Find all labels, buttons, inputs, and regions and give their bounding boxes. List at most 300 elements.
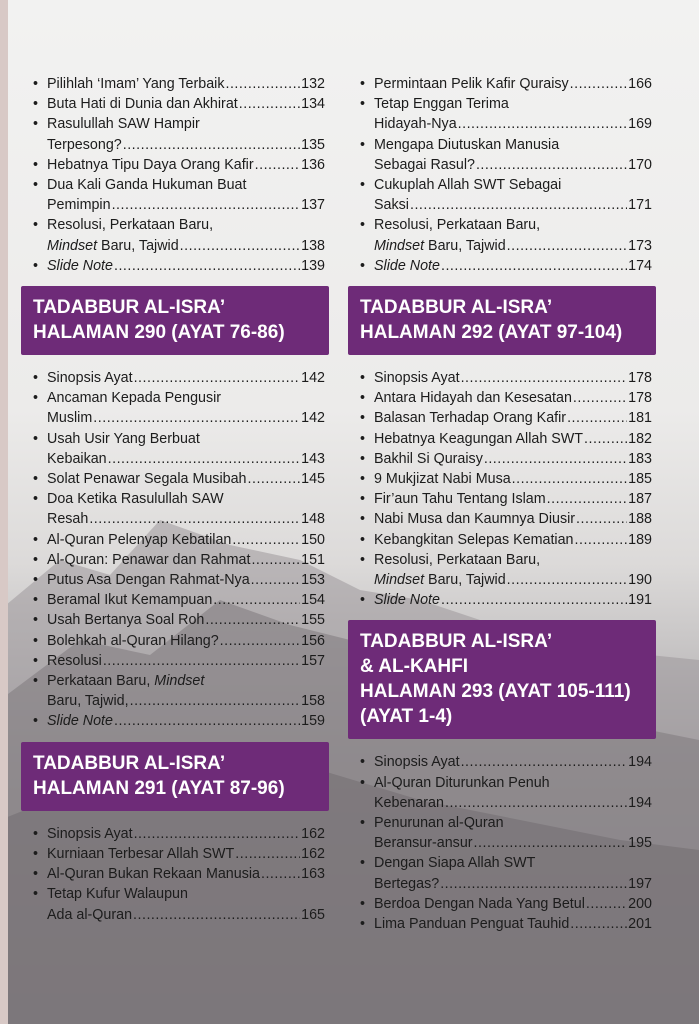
toc-entry-title xyxy=(47,449,107,469)
toc-entry xyxy=(25,824,325,844)
toc-entry-line xyxy=(47,449,325,469)
toc-entry-page: 142 xyxy=(301,370,325,387)
toc-entry-line xyxy=(374,449,652,469)
toc-entry-title-text: Hidayah-Nya xyxy=(374,116,457,133)
toc-entry-title-text: Balasan Terhadap Orang Kafir xyxy=(374,410,567,427)
toc-entry-line xyxy=(47,256,325,276)
toc-entry xyxy=(352,408,652,428)
chapter-banner-line: HALAMAN 293 (AYAT 105-111) xyxy=(360,681,631,703)
toc-entry-page: 143 xyxy=(301,450,325,467)
toc-entry-line xyxy=(47,408,325,428)
toc-entry-line xyxy=(374,752,652,772)
toc-entry-title-line1 xyxy=(374,175,652,195)
toc-entry xyxy=(25,590,325,610)
toc-entry-line xyxy=(374,368,652,388)
dot-leader xyxy=(133,905,300,925)
toc-entry-title-text: Resah xyxy=(47,511,89,528)
dot-leader xyxy=(220,631,300,651)
toc-entry xyxy=(25,489,325,529)
toc-entry xyxy=(25,155,325,175)
toc-entry xyxy=(25,884,325,924)
toc-entry-title-part: Dua Kali Ganda Hukuman Buat xyxy=(47,177,247,194)
toc-entry xyxy=(352,94,652,134)
toc-entry-page: 136 xyxy=(301,156,325,173)
toc-entry-line xyxy=(47,905,325,925)
toc-entry-title xyxy=(374,489,546,509)
chapter-banner xyxy=(21,742,329,811)
toc-entry-line xyxy=(374,590,652,610)
toc-entry-title xyxy=(374,429,583,449)
toc-entry-line xyxy=(47,94,325,114)
toc-entry-title xyxy=(374,894,585,914)
toc-entry-title xyxy=(374,236,506,256)
toc-entry xyxy=(25,651,325,671)
toc-entry-line xyxy=(47,550,325,570)
dot-leader xyxy=(114,711,300,731)
toc-entry-title-text: Kebaikan xyxy=(47,450,107,467)
toc-entry-line xyxy=(47,368,325,388)
toc-entry-title xyxy=(374,570,506,590)
toc-entry-title-text: Terpesong? xyxy=(47,136,122,153)
toc-entry-title-part: Tetap Kufur Walaupun xyxy=(47,886,188,903)
toc-entry-line xyxy=(374,388,652,408)
toc-entry xyxy=(25,74,325,94)
toc-entry-page: 181 xyxy=(628,410,652,427)
dot-leader xyxy=(108,449,301,469)
toc-entry-title-text: Nabi Musa dan Kaumnya Diusir xyxy=(374,511,576,528)
toc-entry-title xyxy=(374,195,409,215)
toc-entry-title-part: Cukuplah Allah SWT Sebagai xyxy=(374,177,562,194)
toc-entry-page: 151 xyxy=(301,551,325,568)
toc-entry xyxy=(25,388,325,428)
toc-entry-title xyxy=(47,590,212,610)
toc-entry xyxy=(25,429,325,469)
dot-leader xyxy=(213,590,300,610)
dot-leader xyxy=(89,509,300,529)
toc-entry xyxy=(25,114,325,154)
dot-leader xyxy=(576,509,627,529)
dot-leader xyxy=(205,610,300,630)
toc-entry-page: 137 xyxy=(301,197,325,214)
toc-entry-title-part: Al-Quran Diturunkan Penuh xyxy=(374,774,550,791)
toc-entry-line xyxy=(374,914,652,934)
toc-entry-title xyxy=(374,509,575,529)
toc-entry-title-line1 xyxy=(47,489,325,509)
toc-entry-page: 174 xyxy=(628,257,652,274)
toc-entry-page: 165 xyxy=(301,906,325,923)
toc-entry-title-text: Resolusi xyxy=(47,652,102,669)
toc-entry-page: 139 xyxy=(301,257,325,274)
toc-entry-title xyxy=(47,135,122,155)
toc-entry-title xyxy=(374,874,439,894)
toc-list-left-3 xyxy=(25,824,325,925)
chapter-banner xyxy=(348,286,656,355)
toc-entry-page: 169 xyxy=(628,116,652,133)
toc-entry-line xyxy=(47,824,325,844)
toc-entry-line xyxy=(374,236,652,256)
dot-leader xyxy=(586,894,627,914)
dot-leader xyxy=(410,195,627,215)
toc-entry-line xyxy=(47,610,325,630)
chapter-banner-line: TADABBUR AL-ISRA’ xyxy=(33,752,226,774)
toc-entry-title-part: Dengan Siapa Allah SWT xyxy=(374,855,536,872)
toc-entry-page: 148 xyxy=(301,511,325,528)
chapter-banner-line: HALAMAN 292 (AYAT 97-104) xyxy=(360,322,623,344)
dot-leader xyxy=(570,74,627,94)
toc-entry-title-italic: Mindset xyxy=(47,237,98,254)
toc-entry-title-text: Kebenaran xyxy=(374,794,444,811)
toc-entry-page: 132 xyxy=(301,76,325,92)
toc-entry-title-text: Sinopsis Ayat xyxy=(374,370,460,387)
toc-entry-title xyxy=(47,711,113,731)
dot-leader xyxy=(474,833,628,853)
toc-list-right-3 xyxy=(352,752,652,934)
toc-entry-page: 163 xyxy=(301,866,325,883)
toc-entry-title xyxy=(47,844,234,864)
toc-entry-title-text: Sinopsis Ayat xyxy=(47,370,133,387)
toc-entry xyxy=(25,215,325,255)
toc-entry xyxy=(25,570,325,590)
toc-entry-title xyxy=(47,408,92,428)
toc-entry-title-text: Kebangkitan Selepas Kematian xyxy=(374,531,574,548)
toc-entry-page: 159 xyxy=(301,713,325,730)
toc-entry-title xyxy=(374,914,569,934)
toc-entry xyxy=(25,94,325,114)
toc-entry xyxy=(352,530,652,550)
toc-entry xyxy=(25,530,325,550)
dot-leader xyxy=(114,256,300,276)
toc-entry-line xyxy=(47,864,325,884)
chapter-banner-line: TADABBUR AL-ISRA’ xyxy=(360,631,553,653)
toc-entry xyxy=(352,215,652,255)
toc-entry-title xyxy=(374,590,440,610)
dot-leader xyxy=(461,752,628,772)
toc-entry-line xyxy=(374,408,652,428)
toc-entry-page: 190 xyxy=(628,572,652,589)
toc-entry-title xyxy=(47,610,204,630)
toc-entry-title-line1 xyxy=(47,671,325,691)
toc-entry-line xyxy=(47,691,325,711)
toc-entry-title xyxy=(47,691,129,711)
toc-entry-page: 182 xyxy=(628,430,652,447)
toc-entry-line xyxy=(47,155,325,175)
toc-entry-title xyxy=(374,74,569,94)
toc-entry-title xyxy=(47,570,250,590)
toc-entry-title-italic: Slide Note xyxy=(47,713,113,730)
page-edge xyxy=(0,0,8,1024)
toc-entry-title-line1 xyxy=(374,773,652,793)
dot-leader xyxy=(239,94,300,114)
toc-entry-page: 155 xyxy=(301,612,325,629)
toc-entry-page: 187 xyxy=(628,491,652,508)
dot-leader xyxy=(93,408,300,428)
dot-leader xyxy=(248,469,301,489)
toc-entry-title xyxy=(47,94,238,114)
toc-entry-title xyxy=(374,114,457,134)
toc-entry-line xyxy=(374,894,652,914)
toc-entry-title-text: Baru, Tajwid xyxy=(97,237,179,254)
dot-leader xyxy=(445,793,627,813)
toc-entry-page: 153 xyxy=(301,572,325,589)
toc-entry-title-italic: Slide Note xyxy=(374,592,440,609)
toc-entry-title-italic: Slide Note xyxy=(47,257,113,274)
dot-leader xyxy=(507,570,627,590)
dot-leader xyxy=(103,651,300,671)
toc-entry-title-part: Tetap Enggan Terima xyxy=(374,96,509,113)
toc-entry-page: 162 xyxy=(301,825,325,842)
toc-entry-title-text: Buta Hati di Dunia dan Akhirat xyxy=(47,96,238,113)
toc-entry-title-part: Resolusi, Perkataan Baru, xyxy=(374,217,541,234)
toc-entry-title-line1 xyxy=(374,94,652,114)
toc-entry-page: 142 xyxy=(301,410,325,427)
toc-entry-title-text: Ada al-Quran xyxy=(47,906,133,923)
chapter-banner-line: HALAMAN 291 (AYAT 87-96) xyxy=(33,777,285,799)
toc-list-left-2 xyxy=(25,368,325,732)
toc-entry-title-part: Resolusi, Perkataan Baru, xyxy=(47,217,214,234)
toc-entry-line xyxy=(374,114,652,134)
toc-entry-line xyxy=(374,256,652,276)
dot-leader xyxy=(476,155,627,175)
toc-entry-title-text: Hebatnya Keagungan Allah SWT xyxy=(374,430,584,447)
toc-entry-line xyxy=(47,195,325,215)
toc-entry-title xyxy=(47,631,219,651)
toc-entry-page: 150 xyxy=(301,531,325,548)
toc-list-left-1 xyxy=(25,74,325,276)
dot-leader xyxy=(251,570,300,590)
chapter-banner-line: TADABBUR AL-ISRA’ xyxy=(360,297,553,319)
toc-entry xyxy=(352,590,652,610)
dot-leader xyxy=(573,388,627,408)
toc-entry-line xyxy=(47,590,325,610)
toc-entry-title xyxy=(47,530,231,550)
toc-entry-line xyxy=(374,793,652,813)
toc-entry-title xyxy=(374,752,460,772)
dot-leader xyxy=(251,550,300,570)
toc-entry-title xyxy=(374,388,572,408)
toc-entry-title-line1 xyxy=(374,550,652,570)
toc-entry-page: 166 xyxy=(628,76,652,92)
chapter-banner-line: & AL-KAHFI xyxy=(360,656,468,678)
toc-entry-line xyxy=(47,509,325,529)
toc-entry-title xyxy=(47,256,113,276)
toc-entry-title-line1 xyxy=(47,388,325,408)
dot-leader xyxy=(235,844,300,864)
toc-entry xyxy=(352,449,652,469)
toc-entry-line xyxy=(374,509,652,529)
toc-entry-title-text: Pemimpin xyxy=(47,197,111,214)
toc-entry-title-line1 xyxy=(47,215,325,235)
chapter-banner-line: (AYAT 1-4) xyxy=(360,706,453,728)
toc-entry-title-text: Berdoa Dengan Nada Yang Betul xyxy=(374,895,585,912)
dot-leader xyxy=(512,469,627,489)
chapter-banner xyxy=(348,620,656,739)
toc-entry-line xyxy=(47,135,325,155)
toc-entry-page: 171 xyxy=(628,197,652,214)
toc-entry-title-part: Usah Usir Yang Berbuat xyxy=(47,430,200,447)
toc-entry-page: 154 xyxy=(301,592,325,609)
toc-entry xyxy=(352,853,652,893)
toc-entry-page: 156 xyxy=(301,632,325,649)
toc-entry xyxy=(25,256,325,276)
toc-entry-title-text: Sinopsis Ayat xyxy=(374,754,460,771)
toc-entry-line xyxy=(47,236,325,256)
toc-entry xyxy=(352,773,652,813)
toc-entry-line xyxy=(374,195,652,215)
dot-leader xyxy=(112,195,301,215)
chapter-banner-line: HALAMAN 290 (AYAT 76-86) xyxy=(33,322,285,344)
toc-entry-page: 178 xyxy=(628,370,652,387)
toc-entry-title-text: Bertegas? xyxy=(374,875,440,892)
toc-entry-title xyxy=(47,864,260,884)
toc-entry-line xyxy=(47,631,325,651)
toc-entry-title-text: Permintaan Pelik Kafir Quraisy xyxy=(374,76,569,92)
toc-entry xyxy=(352,550,652,590)
toc-entry-title-text: Usah Bertanya Soal Roh xyxy=(47,612,205,629)
toc-entry-title-text: Bolehkah al-Quran Hilang? xyxy=(47,632,219,649)
toc-entry-title-line1 xyxy=(374,135,652,155)
toc-entry-title-text: Fir’aun Tahu Tentang Islam xyxy=(374,491,546,508)
toc-entry-line xyxy=(374,833,652,853)
toc-entry-title-text: Pilihlah ‘Imam’ Yang Terbaik xyxy=(47,76,225,92)
toc-entry-page: 194 xyxy=(628,754,652,771)
toc-entry-title-italic: Mindset xyxy=(374,237,425,254)
toc-entry xyxy=(25,671,325,711)
toc-entry-title-text: Baru, Tajwid xyxy=(424,237,506,254)
toc-entry-line xyxy=(374,74,652,94)
toc-entry-title xyxy=(47,509,88,529)
toc-entry-title-part: Perkataan Baru, xyxy=(47,673,155,690)
toc-entry-title-text: Beramal Ikut Kemampuan xyxy=(47,592,213,609)
toc-entry-line xyxy=(47,570,325,590)
toc-list-right-1 xyxy=(352,74,652,276)
dot-leader xyxy=(232,530,300,550)
dot-leader xyxy=(441,590,627,610)
toc-entry-title-text: Muslim xyxy=(47,410,93,427)
toc-entry-title xyxy=(374,469,511,489)
toc-entry-title xyxy=(47,155,254,175)
toc-entry-title-line1 xyxy=(374,215,652,235)
toc-entry xyxy=(25,368,325,388)
toc-entry-title xyxy=(47,905,132,925)
toc-entry-title-italic: Slide Note xyxy=(374,257,440,274)
toc-entry xyxy=(352,489,652,509)
dot-leader xyxy=(261,864,300,884)
toc-entry-title xyxy=(374,155,475,175)
toc-entry-page: 194 xyxy=(628,794,652,811)
toc-entry-page: 157 xyxy=(301,652,325,669)
toc-entry-line xyxy=(47,74,325,94)
dot-leader xyxy=(130,691,301,711)
toc-entry-line xyxy=(47,844,325,864)
toc-entry-line xyxy=(374,530,652,550)
toc-entry-title-part: Resolusi, Perkataan Baru, xyxy=(374,551,541,568)
dot-leader xyxy=(255,155,301,175)
toc-entry xyxy=(352,752,652,772)
toc-entry xyxy=(25,175,325,215)
dot-leader xyxy=(440,874,627,894)
toc-entry xyxy=(352,813,652,853)
toc-entry-page: 188 xyxy=(628,511,652,528)
toc-entry-title-part: Rasulullah SAW Hampir xyxy=(47,116,200,133)
dot-leader xyxy=(441,256,627,276)
dot-leader xyxy=(134,368,301,388)
toc-entry-page: 134 xyxy=(301,96,325,113)
toc-entry xyxy=(25,610,325,630)
toc-entry xyxy=(352,469,652,489)
toc-entry-title-text: Solat Penawar Segala Musibah xyxy=(47,471,247,488)
toc-entry-title-line1 xyxy=(47,884,325,904)
toc-entry-line xyxy=(374,570,652,590)
toc-entry-title-line1 xyxy=(374,813,652,833)
toc-entry-title-text: Putus Asa Dengan Rahmat-Nya xyxy=(47,572,250,589)
toc-entry-page: 135 xyxy=(301,136,325,153)
chapter-banner xyxy=(21,286,329,355)
toc-entry-page: 191 xyxy=(628,592,652,609)
toc-entry-line xyxy=(374,429,652,449)
toc-entry xyxy=(25,550,325,570)
toc-entry xyxy=(352,914,652,934)
dot-leader xyxy=(584,429,627,449)
toc-entry-page: 173 xyxy=(628,237,652,254)
toc-entry-title-text: Saksi xyxy=(374,197,409,214)
toc-entry xyxy=(25,844,325,864)
toc-entry xyxy=(352,74,652,94)
toc-entry-title-part: Mengapa Diutuskan Manusia xyxy=(374,136,560,153)
toc-entry-line xyxy=(374,155,652,175)
toc-entry-page: 189 xyxy=(628,531,652,548)
toc-entry-line xyxy=(47,651,325,671)
dot-leader xyxy=(134,824,301,844)
dot-leader xyxy=(547,489,627,509)
toc-entry-title xyxy=(374,408,566,428)
toc-entry-title-text: Lima Panduan Penguat Tauhid xyxy=(374,916,570,933)
toc-entry-line xyxy=(374,469,652,489)
dot-leader xyxy=(123,135,300,155)
toc-entry-page: 170 xyxy=(628,156,652,173)
toc-entry-page: 183 xyxy=(628,450,652,467)
toc-entry-title xyxy=(47,236,179,256)
toc-entry-page: 195 xyxy=(628,835,652,852)
toc-entry-title-text: Bakhil Si Quraisy xyxy=(374,450,483,467)
toc-entry-title xyxy=(374,368,460,388)
toc-entry-title-text: Kurniaan Terbesar Allah SWT xyxy=(47,845,235,862)
toc-entry-title-line1 xyxy=(47,429,325,449)
toc-entry-page: 185 xyxy=(628,471,652,488)
toc-entry xyxy=(25,711,325,731)
dot-leader xyxy=(575,530,628,550)
toc-entry-title xyxy=(47,550,250,570)
toc-entry-line xyxy=(47,711,325,731)
toc-entry-line xyxy=(47,469,325,489)
toc-entry xyxy=(352,368,652,388)
toc-entry-title xyxy=(47,651,102,671)
toc-entry-title xyxy=(47,195,111,215)
toc-entry-title xyxy=(47,74,224,94)
toc-entry-title-text: Antara Hidayah dan Kesesatan xyxy=(374,390,572,407)
toc-entry-title xyxy=(47,368,133,388)
toc-entry-title xyxy=(47,824,133,844)
toc-entry-title xyxy=(374,793,444,813)
toc-entry-title-text: Beransur-ansur xyxy=(374,835,473,852)
toc-entry-title xyxy=(374,833,473,853)
toc-entry-title-text: Al-Quran Bukan Rekaan Manusia xyxy=(47,866,260,883)
toc-entry-title-italic: Mindset xyxy=(374,572,425,589)
toc-entry-title-part: Doa Ketika Rasulullah SAW xyxy=(47,491,224,508)
toc-entry xyxy=(25,864,325,884)
toc-entry-line xyxy=(374,874,652,894)
left-column xyxy=(25,74,325,925)
toc-entry-page: 197 xyxy=(628,875,652,892)
